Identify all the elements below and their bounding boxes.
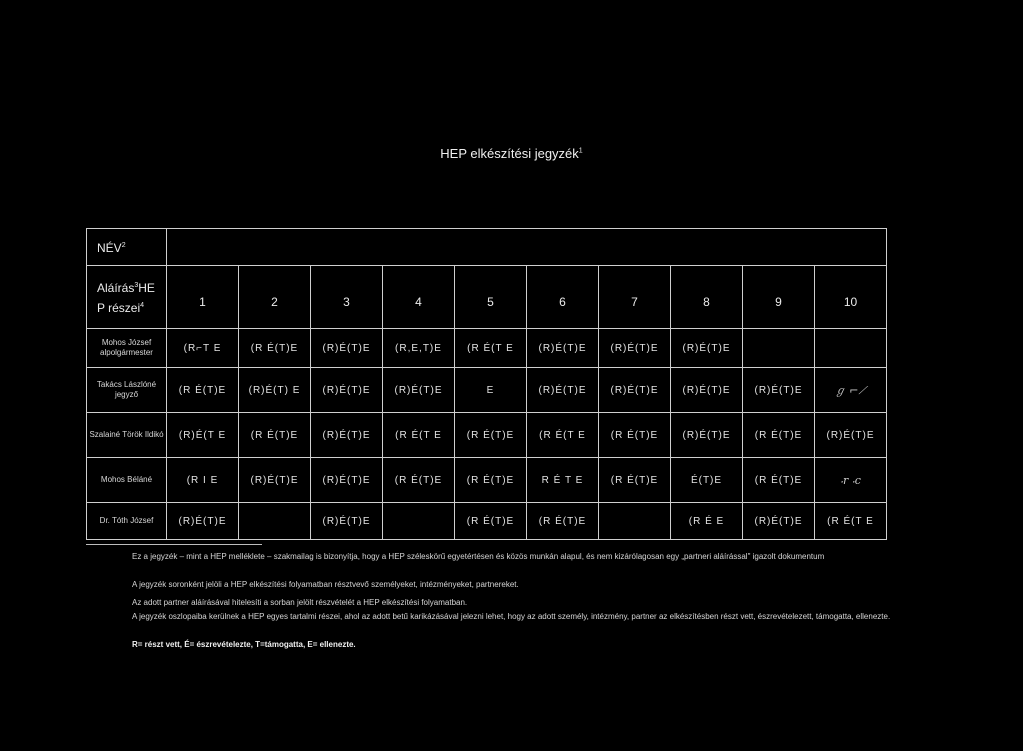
mark-cell: (R É(T)E	[239, 329, 311, 368]
column-header-2: 2	[239, 266, 311, 329]
row-name: Mohos József alpolgármester	[87, 329, 167, 368]
column-header-8: 8	[671, 266, 743, 329]
mark-cell: (R I E	[167, 458, 239, 503]
mark-cell: (R É E	[671, 503, 743, 540]
name-header-row	[87, 229, 887, 266]
mark-cell: R É T E	[527, 458, 599, 503]
row-name: Dr. Tóth József	[87, 503, 167, 540]
column-header-10: 10	[815, 266, 887, 329]
mark-cell: (R)É(T)E	[311, 503, 383, 540]
footnote-divider	[86, 544, 262, 545]
footnote-4: A jegyzék oszlopaiba kerülnek a HEP egyes tartalmi részei, ahol az adott betű karikázásával jelezni lehet, hogy az adott személy, intézmény, partner az elkészítésben részt vett, észrevételezett, támogatta, ellenezte.	[132, 612, 891, 621]
mark-cell: (R)É(T)E	[671, 413, 743, 458]
mark-cell: E	[455, 368, 527, 413]
signature-table	[86, 228, 887, 540]
mark-cell: (R)É(T)E	[167, 503, 239, 540]
mark-cell: (R É(T)E	[455, 458, 527, 503]
mark-cell: (R)É(T)E	[599, 368, 671, 413]
table-row	[87, 368, 887, 413]
mark-cell: (R)É(T)E	[527, 329, 599, 368]
mark-cell: (R)É(T)E	[815, 413, 887, 458]
mark-cell: (R É(T)E	[455, 413, 527, 458]
name-column-header: NÉV$^2$	[87, 229, 167, 266]
mark-cell: (R)É(T)E	[671, 329, 743, 368]
mark-cell	[743, 329, 815, 368]
mark-cell: (R É(T)E	[167, 368, 239, 413]
mark-cell: (R⌐T E	[167, 329, 239, 368]
mark-cell: (R)É(T)E	[743, 503, 815, 540]
name-header-fill	[167, 229, 887, 266]
page-title: HEP elkészítési jegyzék$^1$	[440, 146, 583, 161]
footnote-5: R= részt vett, É= észrevételezte, T=támogatta, E= ellenezte.	[132, 640, 356, 649]
mark-cell: (R É(T)E	[599, 458, 671, 503]
column-header-9: 9	[743, 266, 815, 329]
column-header-3: 3	[311, 266, 383, 329]
mark-cell: (R É(T E	[815, 503, 887, 540]
mark-cell: (R É(T)E	[527, 503, 599, 540]
mark-cell: (R É(T)E	[383, 458, 455, 503]
mark-cell	[599, 503, 671, 540]
mark-cell: (R)É(T)E	[527, 368, 599, 413]
column-header-4: 4	[383, 266, 455, 329]
mark-cell	[815, 329, 887, 368]
mark-cell: (R É(T)E	[743, 458, 815, 503]
column-header-row	[87, 266, 887, 329]
footnote-3: Az adott partner aláírásával hitelesíti a sorban jelölt részvételét a HEP elkészítési folyamatban.	[132, 598, 468, 607]
footnote-2: A jegyzék soronként jelöli a HEP elkészítési folyamatban résztvevő személyeket, intézményeket, partnereket.	[132, 580, 519, 589]
mark-cell: (R É(T E	[383, 413, 455, 458]
table-row	[87, 413, 887, 458]
table-row	[87, 458, 887, 503]
row-name: Mohos Béláné	[87, 458, 167, 503]
mark-cell: (R)É(T E	[167, 413, 239, 458]
mark-cell: (R É(T)E	[743, 413, 815, 458]
mark-cell: (R)É(T)E	[383, 368, 455, 413]
mark-cell: (R)É(T)E	[743, 368, 815, 413]
column-header-7: 7	[599, 266, 671, 329]
signature-header-cell: Aláírás$^3$HE P részei$^4$	[87, 266, 167, 329]
signature-mark: ℊ ⌐⟋	[815, 368, 887, 413]
table-row	[87, 503, 887, 540]
column-header-5: 5	[455, 266, 527, 329]
mark-cell: (R)É(T)E	[671, 368, 743, 413]
mark-cell: (R É(T E	[455, 329, 527, 368]
mark-cell	[383, 503, 455, 540]
mark-cell: (R)É(T)E	[311, 458, 383, 503]
mark-cell: (R)É(T)E	[239, 458, 311, 503]
mark-cell: (R)É(T)E	[311, 413, 383, 458]
mark-cell: (R)É(T) E	[239, 368, 311, 413]
mark-cell: (R,E,T)E	[383, 329, 455, 368]
mark-cell: (R É(T)E	[239, 413, 311, 458]
column-header-1: 1	[167, 266, 239, 329]
row-name: Takács Lászlóné jegyző	[87, 368, 167, 413]
mark-cell: (R)É(T)E	[599, 329, 671, 368]
row-name: Szalainé Török Ildikó	[87, 413, 167, 458]
signature-mark: ⸳r ⸳c	[815, 458, 887, 503]
mark-cell	[239, 503, 311, 540]
mark-cell: (R É(T)E	[455, 503, 527, 540]
table-row	[87, 329, 887, 368]
mark-cell: (R É(T)E	[599, 413, 671, 458]
mark-cell: (R)É(T)E	[311, 329, 383, 368]
mark-cell: (R É(T E	[527, 413, 599, 458]
footnote-1: Ez a jegyzék – mint a HEP melléklete – szakmailag is bizonyítja, hogy a HEP széleskörű egyetértésen és közös munkán alapul, és nem kizárólagosan egy „partneri aláírással" igazolt dokumentum	[132, 552, 825, 561]
column-header-6: 6	[527, 266, 599, 329]
mark-cell: É(T)E	[671, 458, 743, 503]
mark-cell: (R)É(T)E	[311, 368, 383, 413]
